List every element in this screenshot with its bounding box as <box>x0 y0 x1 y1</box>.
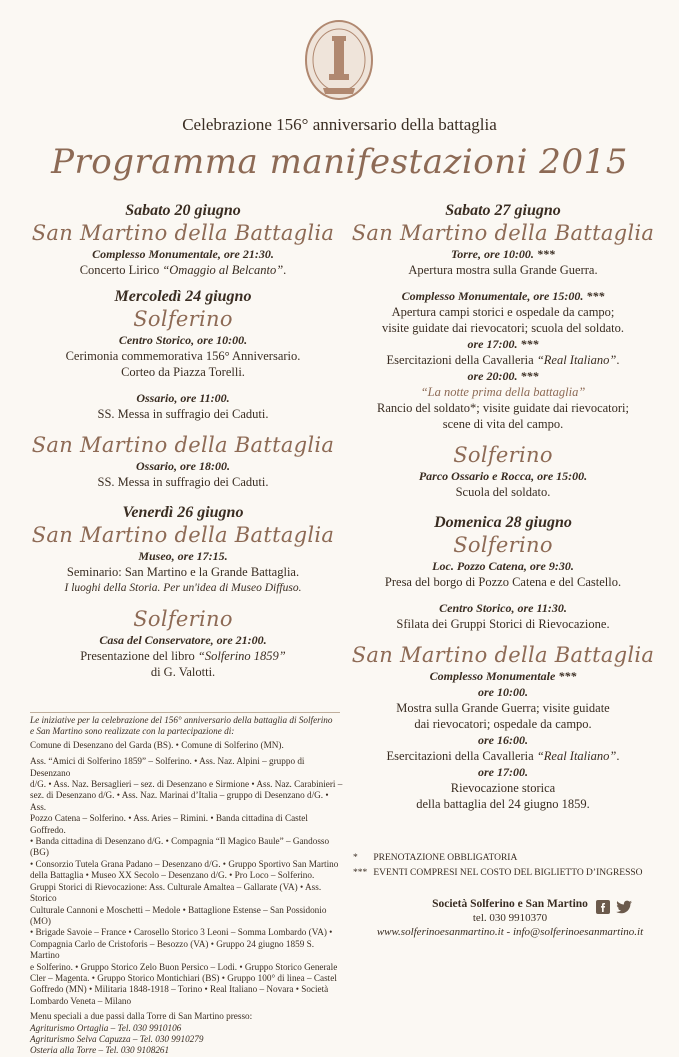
event-time: Complesso Monumentale, ore 21:30. <box>92 247 274 261</box>
event-time: Centro Storico, ore 11:30. <box>439 601 567 615</box>
credits-line: sez. di Desenzano d/G. • Ass. Naz. Marinai d’Italia – gruppo di Desenzano d/G. • Ass. <box>30 790 329 812</box>
event-desc: della battaglia del 24 giugno 1859. <box>416 797 590 811</box>
event-desc: SS. Messa in suffragio dei Caduti. <box>97 475 269 489</box>
event-desc: Mostra sulla Grande Guerra; visite guidate <box>396 701 610 715</box>
event-desc: Presa del borgo di Pozzo Catena e del Castello. <box>384 575 622 589</box>
event-time: Loc. Pozzo Catena, ore 9:30. <box>432 559 574 573</box>
event-desc: Apertura mostra sulla Grande Guerra. <box>408 263 598 277</box>
sponsor-credits <box>30 715 345 1057</box>
event-desc: visite guidate dai rievocatori; scuola del soldato. <box>382 321 624 335</box>
website-link[interactable]: www.solferinoesanmartino.it <box>376 926 504 938</box>
credits-line: della Battaglia • Museo XX Secolo – Desenzano d/G. • Pro Loco – Solferino. <box>30 870 315 881</box>
footnote-mark: * <box>353 853 358 863</box>
event-desc: Rancio del soldato*; visite guidate dai rievocatori; <box>376 401 629 415</box>
date-heading: Venerdì 26 giugno <box>122 504 244 521</box>
credits-line: Culturale Cannoni e Moschetti – Medole • Battaglione Estense – San Possidonio (MO) <box>30 904 327 926</box>
event-desc: Seminario: San Martino e la Grande Battaglia. <box>66 565 300 579</box>
credits-line: • Brigade Savoie – France • Carosello Storico 3 Leoni – Somma Lombardo (VA) • <box>30 927 333 938</box>
event-time: ore 17:00. <box>478 765 528 779</box>
credits-line: Ass. “Amici di Solferino 1859” – Solferino. • Ass. Naz. Alpini – gruppo di Desenzano <box>30 756 305 778</box>
column-divider <box>30 712 340 713</box>
event-time: Ossario, ore 11:00. <box>136 391 230 405</box>
footnote-text: PRENOTAZIONE OBBLIGATORIA <box>373 853 518 863</box>
date-heading: Sabato 20 giugno <box>125 202 241 219</box>
place-heading: San Martino della Battaglia <box>31 523 335 547</box>
event-time: Parco Ossario e Rocca, ore 15:00. <box>418 469 588 483</box>
credits-line: • Consorzio Tutela Grana Padano – Desenzano d/G. • Gruppo Sportivo San Martino <box>30 858 339 869</box>
event-time: ore 16:00. <box>478 733 528 747</box>
society-seal-logo <box>303 18 375 102</box>
event-desc: di G. Valotti. <box>150 665 216 679</box>
event-desc: Esercitazioni della Cavalleria “Real Italiano”. <box>386 353 620 367</box>
org-phone: tel. 030 9910370 <box>472 912 548 924</box>
event-time: Complesso Monumentale *** <box>429 669 577 683</box>
event-desc: Corteo da Piazza Torelli. <box>121 365 245 379</box>
right-column <box>348 202 658 812</box>
menu-item: Osteria alla Torre – Tel. 030 9108261 <box>30 1045 170 1056</box>
event-time: Ossario, ore 18:00. <box>135 459 230 473</box>
event-desc: I luoghi della Storia. Per un'idea di Museo Diffuso. <box>64 582 302 594</box>
date-heading: Domenica 28 giugno <box>434 514 572 531</box>
event-desc: Concerto Lirico “Omaggio al Belcanto”. <box>79 263 287 277</box>
footnote-mark: *** <box>353 868 368 878</box>
event-time: ore 17:00. *** <box>467 337 539 351</box>
event-time: Complesso Monumentale, ore 15:00. *** <box>401 289 605 303</box>
date-heading: Mercoledì 24 giugno <box>114 288 252 305</box>
org-web-email: www.solferinoesanmartino.it - info@solferinoesanmartino.it <box>376 926 644 938</box>
place-heading: San Martino della Battaglia <box>351 643 655 667</box>
event-desc: Cerimonia commemorativa 156° Anniversario. <box>65 349 301 363</box>
credits-line: Compagnia Carlo de Cristoforis – Besozzo (VA) • Gruppo 24 giugno 1859 S. Martino <box>30 938 315 961</box>
event-desc: Apertura campi storici e ospedale da campo; <box>391 305 615 319</box>
header-title: Programma manifestazioni 2015 <box>51 142 628 182</box>
place-heading: Solferino <box>453 533 553 557</box>
credits-line: Pozzo Catena – Solferino. • Ass. Aries – Rimini. • Banda cittadina di Castel Goffredo. <box>30 813 308 835</box>
date-heading: Sabato 27 giugno <box>445 202 561 219</box>
event-desc: Presentazione del libro “Solferino 1859” <box>80 649 286 663</box>
place-heading: San Martino della Battaglia <box>31 221 335 245</box>
place-heading: Solferino <box>133 607 233 631</box>
facebook-icon[interactable] <box>596 900 610 914</box>
credits-line: Gruppi Storici di Rievocazione: Ass. Culturale Amaltea – Gallarate (VA) • Ass. Storico <box>30 881 322 904</box>
menu-item: Agriturismo Ortaglia – Tel. 030 9910106 <box>30 1022 182 1033</box>
event-time: ore 20:00. *** <box>467 369 539 383</box>
twitter-icon[interactable] <box>615 900 633 914</box>
email-link[interactable]: info@solferinoesanmartino.it <box>512 926 644 938</box>
header-subtitle: Celebrazione 156° anniversario della battaglia <box>182 115 497 134</box>
event-desc: SS. Messa in suffragio dei Caduti. <box>97 407 269 421</box>
credits-line: • Banda cittadina di Desenzano d/G. • Compagnia “Il Magico Baule” – Gandosso (BG) <box>30 836 330 858</box>
place-heading: Solferino <box>133 307 233 331</box>
credits-comuni: Comune di Desenzano del Garda (BS). • Comune di Solferino (MN). <box>30 739 284 750</box>
org-name: Società Solferino e San Martino <box>432 898 588 910</box>
event-time: Torre, ore 10:00. *** <box>451 247 555 261</box>
left-column <box>28 202 338 680</box>
footnote-1 <box>353 853 517 863</box>
event-time: ore 10:00. <box>478 685 528 699</box>
menu-intro: Menu speciali a due passi dalla Torre di San Martino presso: <box>30 1011 253 1022</box>
place-heading: San Martino della Battaglia <box>31 433 335 457</box>
credits-intro: Le iniziative per la celebrazione del 156° anniversario della battaglia di Solferino <box>30 715 333 725</box>
event-time: Casa del Conservatore, ore 21:00. <box>99 633 267 647</box>
credits-intro: e San Martino sono realizzate con la partecipazione di: <box>30 726 235 737</box>
footnote-2 <box>353 868 643 878</box>
place-heading: San Martino della Battaglia <box>351 221 655 245</box>
event-desc: “La notte prima della battaglia” <box>420 385 586 399</box>
event-desc: dai rievocatori; ospedale da campo. <box>414 717 592 731</box>
event-desc: Scuola del soldato. <box>455 485 551 499</box>
event-time: Museo, ore 17:15. <box>138 549 228 563</box>
event-desc: scene di vita del campo. <box>442 417 564 431</box>
credits-line: d/G. • Ass. Naz. Bersaglieri – sez. di Desenzano e Sirmione • Ass. Naz. Carabinieri – <box>30 779 343 790</box>
credits-line: Lombardo Veneta – Milano <box>30 995 132 1006</box>
credits-line: e Solferino. • Gruppo Storico Zelo Buon Persico – Lodi. • Gruppo Storico Generale <box>30 961 338 972</box>
event-desc: Sfilata dei Gruppi Storici di Rievocazione. <box>396 617 610 631</box>
event-time: Centro Storico, ore 10:00. <box>118 333 248 347</box>
footnote-text: EVENTI COMPRESI NEL COSTO DEL BIGLIETTO D’INGRESSO <box>373 868 643 878</box>
place-heading: Solferino <box>453 443 553 467</box>
credits-line: Cler – Magenta. • Gruppo Storico Montichiari (BS) • Gruppo 100° di linea – Castel <box>30 972 337 983</box>
event-desc: Rievocazione storica <box>450 781 556 795</box>
credits-line: Goffredo (MN) • Militaria 1848-1918 – Torino • Real Italiano – Novara • Società <box>30 984 329 995</box>
menu-item: Agriturismo Selva Capuzza – Tel. 030 9910279 <box>30 1033 204 1044</box>
event-desc: Esercitazioni della Cavalleria “Real Italiano”. <box>386 749 620 763</box>
